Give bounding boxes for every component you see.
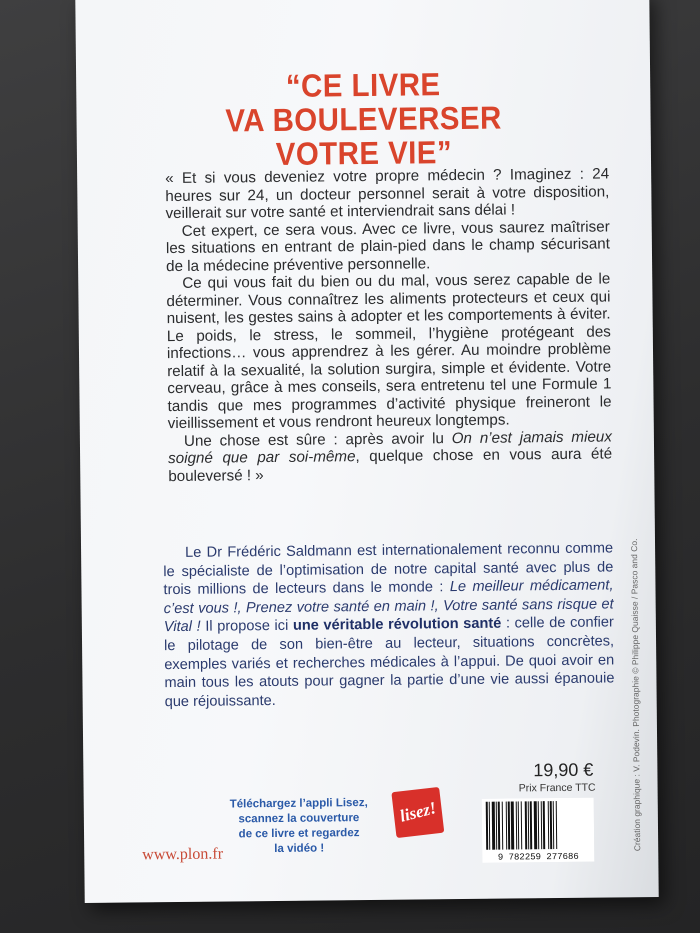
bio-highlight: une véritable révolution santé — [292, 615, 502, 635]
publisher-url: www.plon.fr — [142, 845, 224, 864]
app-promo-line-3: de ce livre et regardez — [238, 827, 360, 841]
author-bio — [163, 539, 615, 711]
price-amount: 19,90 € — [533, 759, 594, 781]
lisez-logo — [391, 787, 444, 838]
app-promo-line-1: Téléchargez l’appli Lisez, — [229, 797, 368, 811]
excerpt-paragraph-3: Ce qui vous fait du bien ou du mal, vous serez capable de le déterminer. Vous connaîtrez les aliments protecteurs et ceux qui nuisent, les gestes sains à adopter et les comportements à éviter. Le poids, le stress, le sommeil, l’hygiène protégeant des infections… vous apprendrez à les gérer. Au moindre problème relatif à la sexualité, la solution surgira, simple et évidente. Votre cerveau, grâce à mes conseils, sera entretenu tel une Formule 1 tandis que mes programmes d’activité physique freineront le vieillissement et vous rendront heureux longtemps. — [166, 270, 612, 433]
excerpt-paragraph-4 — [168, 428, 613, 485]
excerpt-p4-end: , quelque chose en vous aura été bouleversé ! » — [168, 445, 613, 485]
headline-quote — [99, 65, 628, 173]
headline-line-1: “CE LIVRE — [285, 66, 441, 104]
bio-part-2: Il propose ici — [200, 618, 293, 636]
book-back-cover — [75, 0, 658, 903]
excerpt-paragraph-1: « Et si vous deveniez votre propre médecin ? Imaginez : 24 heures sur 24, un docteur personnel serait à votre disposition, veillerait sur votre santé et interviendrait sans délai ! — [165, 165, 610, 223]
photo-credits: Création graphique : V. Podevin. Photographie © Philippe Quaisse / Pasco and Co. — [628, 538, 643, 852]
barcode — [482, 798, 595, 863]
app-promo-line-4: la vidéo ! — [274, 842, 325, 855]
lisez-logo-text: lisez! — [397, 798, 438, 826]
bio-part-3: : celle de confier le pilotage de son bien-être au lecteur, situations concrètes, exemples variés et recherches médicales à l’appui. De quoi avoir en main tous les atouts pour gagner la partie d’une vie aussi épanouie que réjouissante. — [163, 614, 615, 710]
price-label: Prix France TTC — [518, 781, 596, 795]
app-promo-line-2: scannez la couverture — [238, 812, 360, 826]
excerpt-text — [165, 165, 612, 485]
book-title: On n’est jamais mieux soigné que par soi-même — [168, 427, 612, 468]
excerpt-paragraph-2: Cet expert, ce sera vous. Avec ce livre, vous saurez maîtriser les situations en entrant de plain-pied dans le champ sécurisant de la médecine préventive personnelle. — [165, 217, 610, 275]
bio-titles: Le meilleur médicament, c’est vous !, Prenez votre santé en main !, Votre santé sans risque et Vital ! — [163, 577, 614, 636]
bio-part-1: Le Dr Frédéric Saldmann est internationalement reconnu comme le spécialiste de l’optimisation de notre capital santé avec plus de trois millions de lecteurs dans le monde : — [163, 540, 614, 599]
excerpt-p4-start: Une chose est sûre : après avoir lu — [183, 429, 452, 450]
barcode-number: 9 782259 277686 — [497, 851, 579, 863]
headline-line-2: VA BOULEVERSER — [225, 99, 502, 139]
headline-line-3: VOTRE VIE” — [275, 134, 453, 172]
